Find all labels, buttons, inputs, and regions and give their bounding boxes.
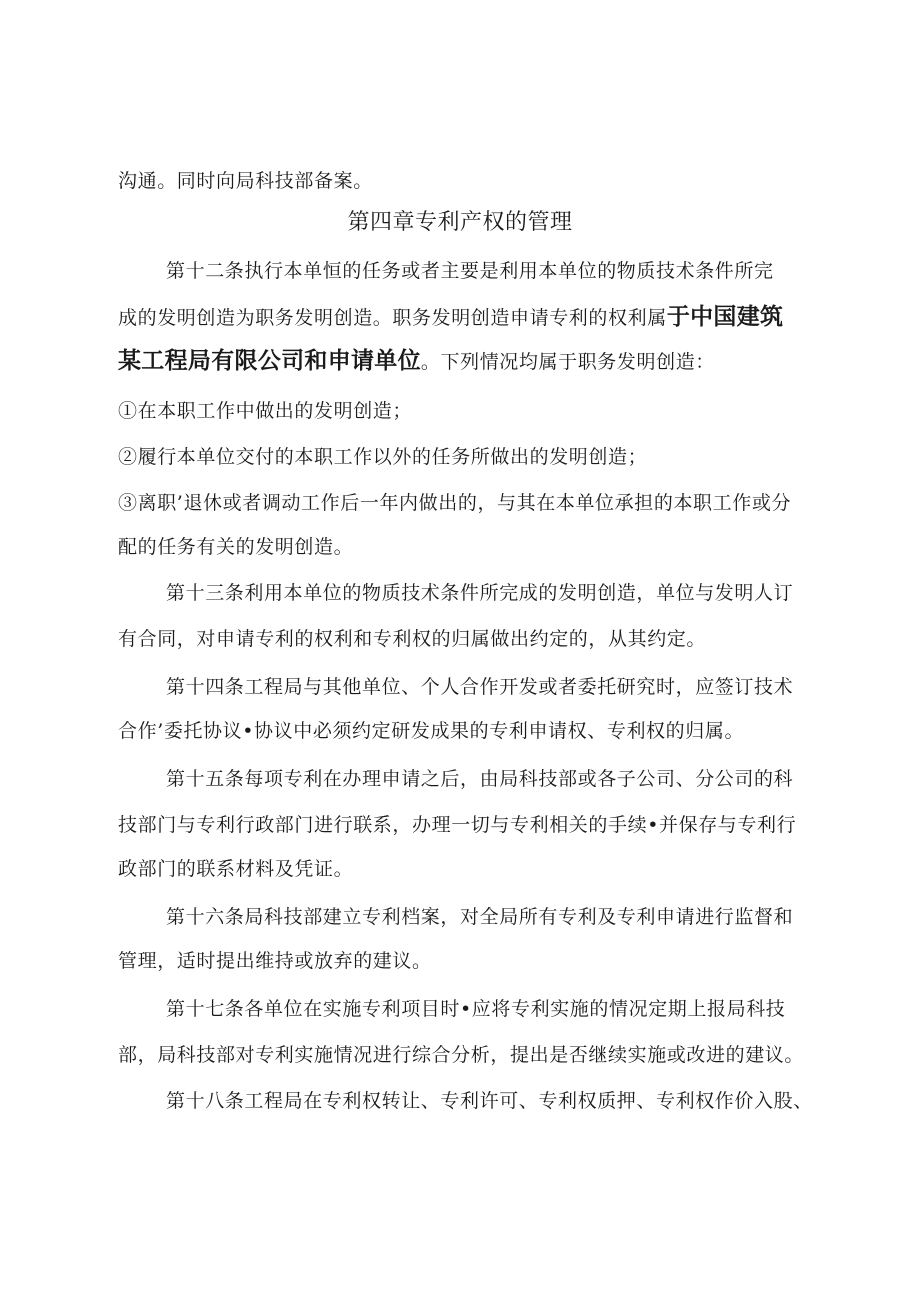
list-item-3-line-2: 配的任务有关的发明创造。 [118,536,354,558]
article-13-line-2: 有合同，对申请专利的权利和专利权的归属做出约定的，从其约定。 [118,628,707,650]
article-17-line-2: 部，局科技部对专利实施情况进行综合分析，提出是否继续实施或改进的建议。 [118,1044,805,1066]
article-12-emphasis-text: 于中国建筑 [666,304,784,330]
article-17-line-1: 第十七条各单位在实施专利项目时•应将专利实施的情况定期上报局科技 [166,998,786,1020]
article-14-line-1: 第十四条工程局与其他单位、个人合作开发或者委托研究时，应签订技术 [166,676,794,698]
article-12-line-2-text: 成的发明创造为职务发明创造。职务发明创造申请专利的权利属 [118,307,667,329]
article-12-line-2 [118,300,783,335]
article-16-line-2: 管理，适时提出维持或放弃的建议。 [118,950,432,972]
article-12-emphasis-text-2: 某工程局有限公司和申请单位 [118,348,421,374]
article-15-line-1: 第十五条每项专利在办理申请之后，由局科技部或各子公司、分公司的科 [166,768,794,790]
list-item-1: ①在本职工作中做出的发明创造； [118,400,413,422]
article-13-line-1: 第十三条利用本单位的物质技术条件所完成的发明创造，单位与发明人订 [166,582,794,604]
list-item-3-line-1: ③离职’退休或者调动工作后一年内做出的，与其在本单位承担的本职工作或分 [118,492,792,514]
article-12-line-3-text: 。下列情况均属于职务发明创造： [420,351,715,373]
article-15-line-3: 政部门的联系材料及凭证。 [118,858,354,880]
chapter-heading: 第四章专利产权的管理 [347,210,573,235]
article-12-line-3 [118,344,715,379]
article-16-line-1: 第十六条局科技部建立专利档案，对全局所有专利及专利申请进行监督和 [166,906,794,928]
body-text-line: 沟通。同时向局科技部备案。 [118,170,373,192]
article-12-line-1: 第十二条执行本单恒的任务或者主要是利用本单位的物质技术条件所完 [166,260,774,282]
article-15-line-2: 技部门与专利行政部门进行联系，办理一切与专利相关的手续•并保存与专利行 [118,814,797,836]
article-14-line-2: 合作’委托协议•协议中必须约定研发成果的专利申请权、专利权的归属。 [118,720,745,742]
list-item-2: ②履行本单位交付的本职工作以外的任务所做出的发明创造； [118,446,648,468]
article-18-line-1: 第十八条工程局在专利权转让、专利许可、专利权质押、专利权作价入股、 [166,1090,813,1112]
